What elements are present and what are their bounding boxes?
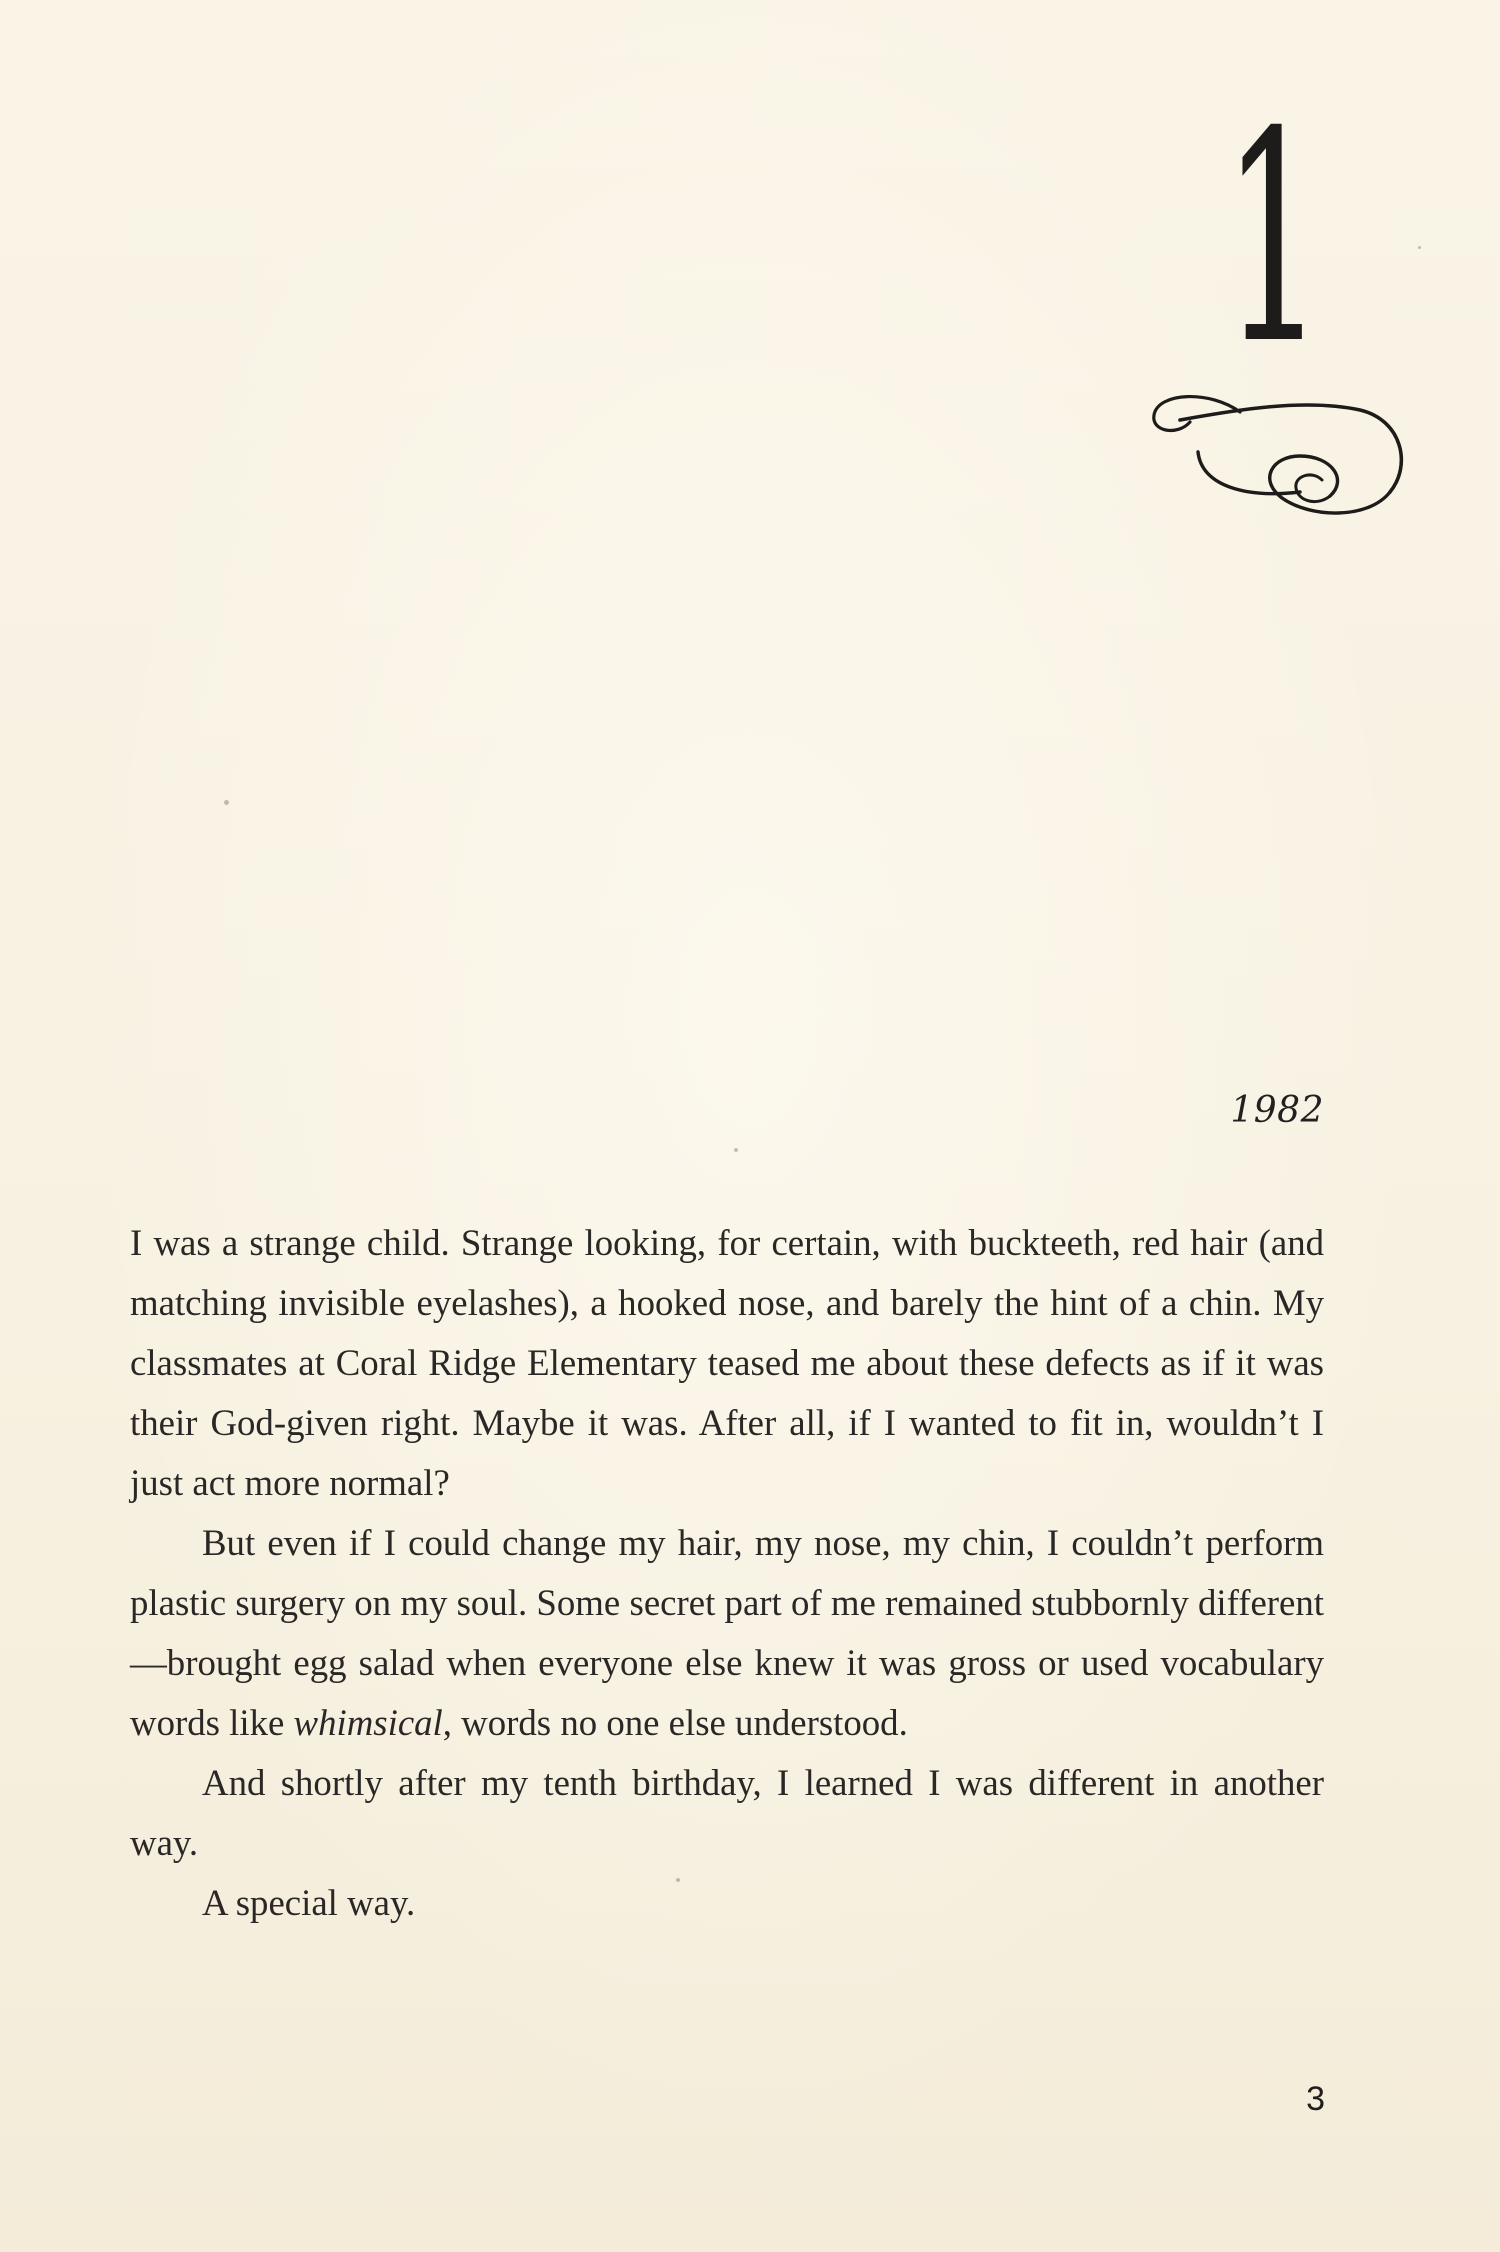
paragraph-2-before: But even if I could change my hair, my nose, my chin, I couldn’t perform plastic surgery on my soul. Some secret part of me remained stubbornly different—brought egg salad when everyone else knew it was gross or used vocabulary words like [130, 1522, 1324, 1743]
chapter-number: 1 [1223, 71, 1325, 408]
paragraph-2-after: , words no one else understood. [442, 1702, 908, 1743]
paper-speck [1418, 246, 1421, 249]
paragraph-1: I was a strange child. Strange looking, for certain, with buckteeth, red hair (and matching invisible eyelashes), a hooked nose, and barely the hint of a chin. My classmates at Coral Ridge Elementary teased me about these defects as if it was their God-given right. Maybe it was. After all, if I wanted to fit in, wouldn’t I just act more normal? [130, 1222, 1324, 1503]
paragraph-2 [130, 1513, 1324, 1753]
paragraph-3: And shortly after my tenth birthday, I learned I was different in another way. [130, 1762, 1324, 1863]
paper-speck [676, 1878, 680, 1882]
paper-speck [734, 1148, 738, 1152]
chapter-flourish-ornament [1140, 370, 1410, 540]
paragraph-4: A special way. [202, 1882, 416, 1923]
body-text [130, 1213, 1324, 1933]
paper-speck [224, 800, 229, 805]
date-heading: 1982 [1230, 1090, 1324, 1131]
emphasized-word: whimsical [293, 1702, 443, 1743]
page-number: 3 [1306, 2080, 1325, 2118]
